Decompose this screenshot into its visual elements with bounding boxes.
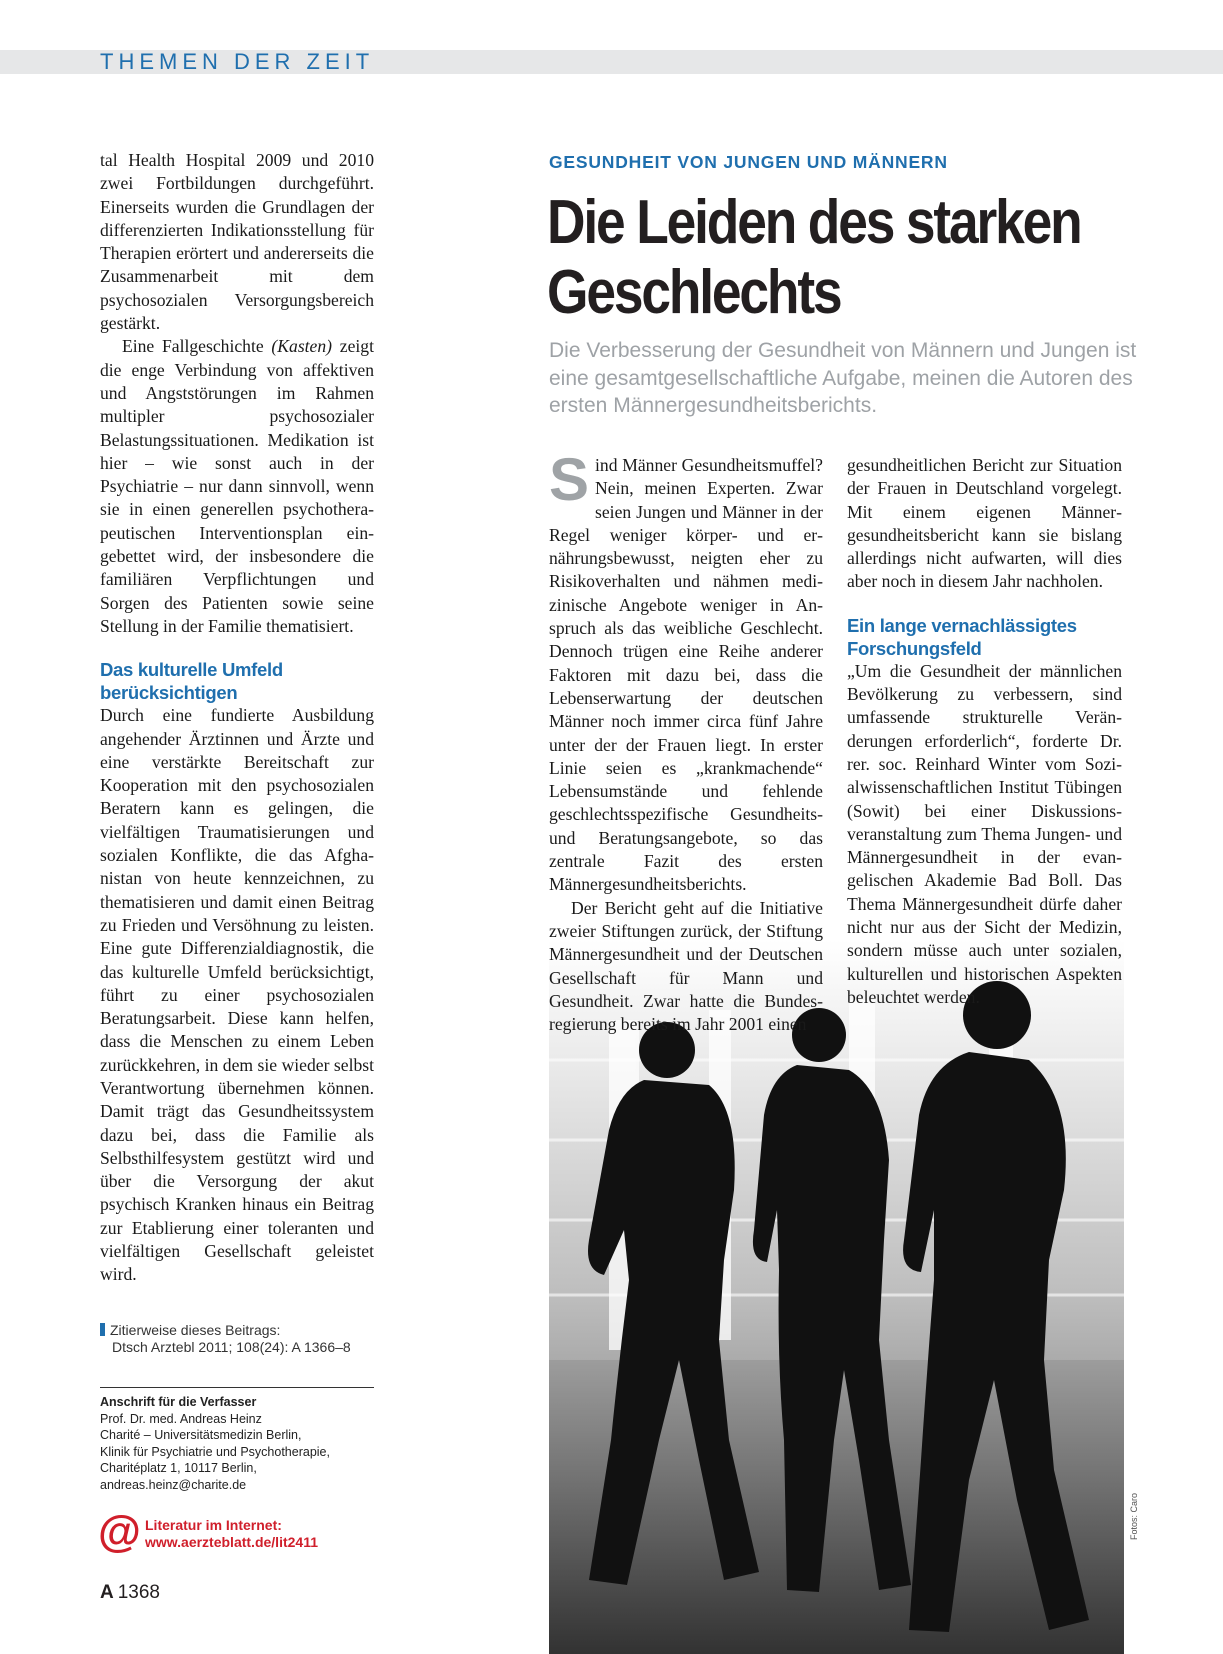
left-paragraph-3: Durch eine fundierte Ausbildung angehender Ärztinnen und Ärzte und eine verstärkte Bereitschaft zur Kooperation mit den psychosozialen Beratern kann es gelingen, die vielfältigen Traumatisierungen und sozialen Konflikte, die das Afghanistan von heute kennzeichnen, zu thematisieren und damit einen Beitrag zu Frieden und Versöhnung zu leisten. Eine gute Differenzialdiagnostik, die das kulturelle Umfeld berücksichtigt, führt zu einer psychosozialen Beratungsarbeit. Diese kann helfen, dass die Menschen zu einem Leben zurückkehren, in dem sie wieder selbst Verantwortung übernehmen können. Damit trägt das Gesundheitssystem dazu bei, dass die Familie als Selbsthilfesystem gestützt wird und über die Versorgung der akut psychisch Kranken hinaus ein Beitrag zur Etablierung einer toleranten und vielfältigen Gesellschaft geleistet wird.: [100, 705, 374, 1285]
right-column: [847, 454, 1122, 1009]
citation-marker: [100, 1323, 105, 1336]
right-subhead: Ein lange vernachlässigtes Forschungsfeld: [847, 614, 1077, 659]
page-number-value: 1368: [117, 1582, 161, 1603]
page-prefix: A: [100, 1582, 114, 1603]
citation-label: Zitierweise dieses Beitrags:: [110, 1322, 281, 1338]
literature-link[interactable]: www.aerzteblatt.de/lit2411: [145, 1534, 318, 1550]
article-headline: Die Leiden des starken Geschlechts: [547, 188, 1081, 327]
page-number: [100, 1582, 160, 1604]
address-line: Klinik für Psychiatrie und Psychotherapie,: [100, 1444, 330, 1459]
mid-paragraph-1-text: ind Männer Gesundheitsmuffel? Nein, meinen Experten. Zwar seien Jungen und Männer in der Regel weniger körper- und ernährungsbewusst, neigten eher zu Risikoverhalten und nähmen medizinische Angebote weniger in Anspruch als das weibliche Geschlecht. Dennoch trügen eine Reihe anderer Faktoren mit dazu bei, dass die Lebenserwartung der deutschen Männer noch immer circa fünf Jahre unter der der Frauen liegt. In erster Linie seien es „krankmachende“ Lebensumstände und fehlende geschlechtsspezifische Gesundheits- und Beratungsangebote, so das zentrale Fazit des ersten Männergesundheitsberichts.: [549, 455, 823, 895]
literature-label: Literatur im Internet:: [145, 1517, 282, 1533]
address-line: Charité – Universitätsmedizin Berlin,: [100, 1428, 302, 1442]
left-paragraph-1: tal Health Hospital 2009 und 2010 zwei Fortbildungen durchgeführt. Einerseits wurden die Grundlagen der differenzierten Indikationsstellung für Therapien erörtert und andererseits die Zusammenarbeit mit dem psychosozialen Versorgungsbereich gestärkt.: [100, 150, 374, 334]
section-label: THEMEN DER ZEIT: [100, 49, 375, 74]
mid-paragraph-2: Der Bericht geht auf die Initiative zweier Stiftungen zurück, der Stiftung Männergesundheit und der Deutschen Gesellschaft für Mann und Gesundheit. Zwar hatte die Bundesregierung bereits im Jahr 2001 einen: [549, 897, 823, 1035]
left-paragraph-2-end: zeigt die enge Verbindung von affektiven und Angststörungen im Rahmen multipler psychosozialer Belastungssituationen. Medikation ist hier – wie sonst auch in der Psychiatrie – nur dann sinnvoll, wenn sie in einen generellen psychotherapeutischen Interventionsplan eingebettet wird, der insbesondere die familiären Verpflichtungen und Sorgen des Patienten sowie seine Stellung in der Familie thematisiert.: [100, 336, 374, 636]
silhouette-photo: [549, 940, 1124, 1654]
left-column: [100, 149, 374, 1287]
left-paragraph-2: [100, 335, 374, 638]
article-kicker: GESUNDHEIT VON JUNGEN UND MÄNNERN: [549, 152, 948, 172]
silhouette-image: [549, 940, 1124, 1654]
citation: [100, 1322, 380, 1356]
author-email-link[interactable]: andreas.heinz@charite.de: [100, 1477, 247, 1492]
citation-reference: Dtsch Arztebl 2011; 108(24): A 1366–8: [112, 1339, 351, 1355]
address-line: Charitéplatz 1, 10117 Berlin,: [100, 1461, 257, 1475]
address-line: Prof. Dr. med. Andreas Heinz: [100, 1411, 262, 1426]
author-address: [100, 1394, 390, 1493]
literature-box: [145, 1517, 318, 1551]
address-title: Anschrift für die Verfasser: [100, 1395, 257, 1409]
right-paragraph-1: gesundheitlichen Bericht zur Situation der Frauen in Deutschland vorgelegt. Mit einem eigenen Männergesundheitsbericht kann sie bislang allerdings nicht aufwarten, will dies aber noch in diesem Jahr nachholen.: [847, 455, 1122, 592]
kasten-reference: (Kasten): [271, 336, 333, 357]
middle-column: [549, 446, 823, 1036]
dropcap: S: [549, 446, 590, 513]
at-sign-icon: @: [98, 1507, 141, 1556]
photo-credit: Fotos: Caro: [1129, 1492, 1139, 1540]
mid-paragraph-1: [549, 446, 823, 897]
article-deck: Die Verbesserung der Gesundheit von Männern und Jungen ist eine gesamtgesellschaftliche Aufgabe, meinen die Autoren des ersten Männergesundheitsberichts.: [549, 339, 1137, 417]
left-paragraph-2-start: Eine Fallgeschichte: [122, 336, 272, 357]
right-paragraph-2: „Um die Gesundheit der männlichen Bevölkerung zu verbessern, sind umfassende strukturelle Veränderungen erforderlich“, forderte Dr. rer. soc. Reinhard Winter vom Sozialwissenschaftlichen Institut Tübingen (Sowit) bei einer Diskussionsveranstaltung zum Thema Jungen- und Männergesundheit in der evangelischen Akademie Bad Boll. Das Thema Männergesundheit dürfe daher nicht nur aus der Sicht der Medizin, sondern müsse auch unter sozialen, kulturellen und historischen Aspekten beleuchtet werden.: [847, 660, 1122, 1007]
left-subhead: Das kulturelle Umfeld berücksichtigen: [100, 659, 283, 704]
divider-rule: [100, 1387, 374, 1388]
